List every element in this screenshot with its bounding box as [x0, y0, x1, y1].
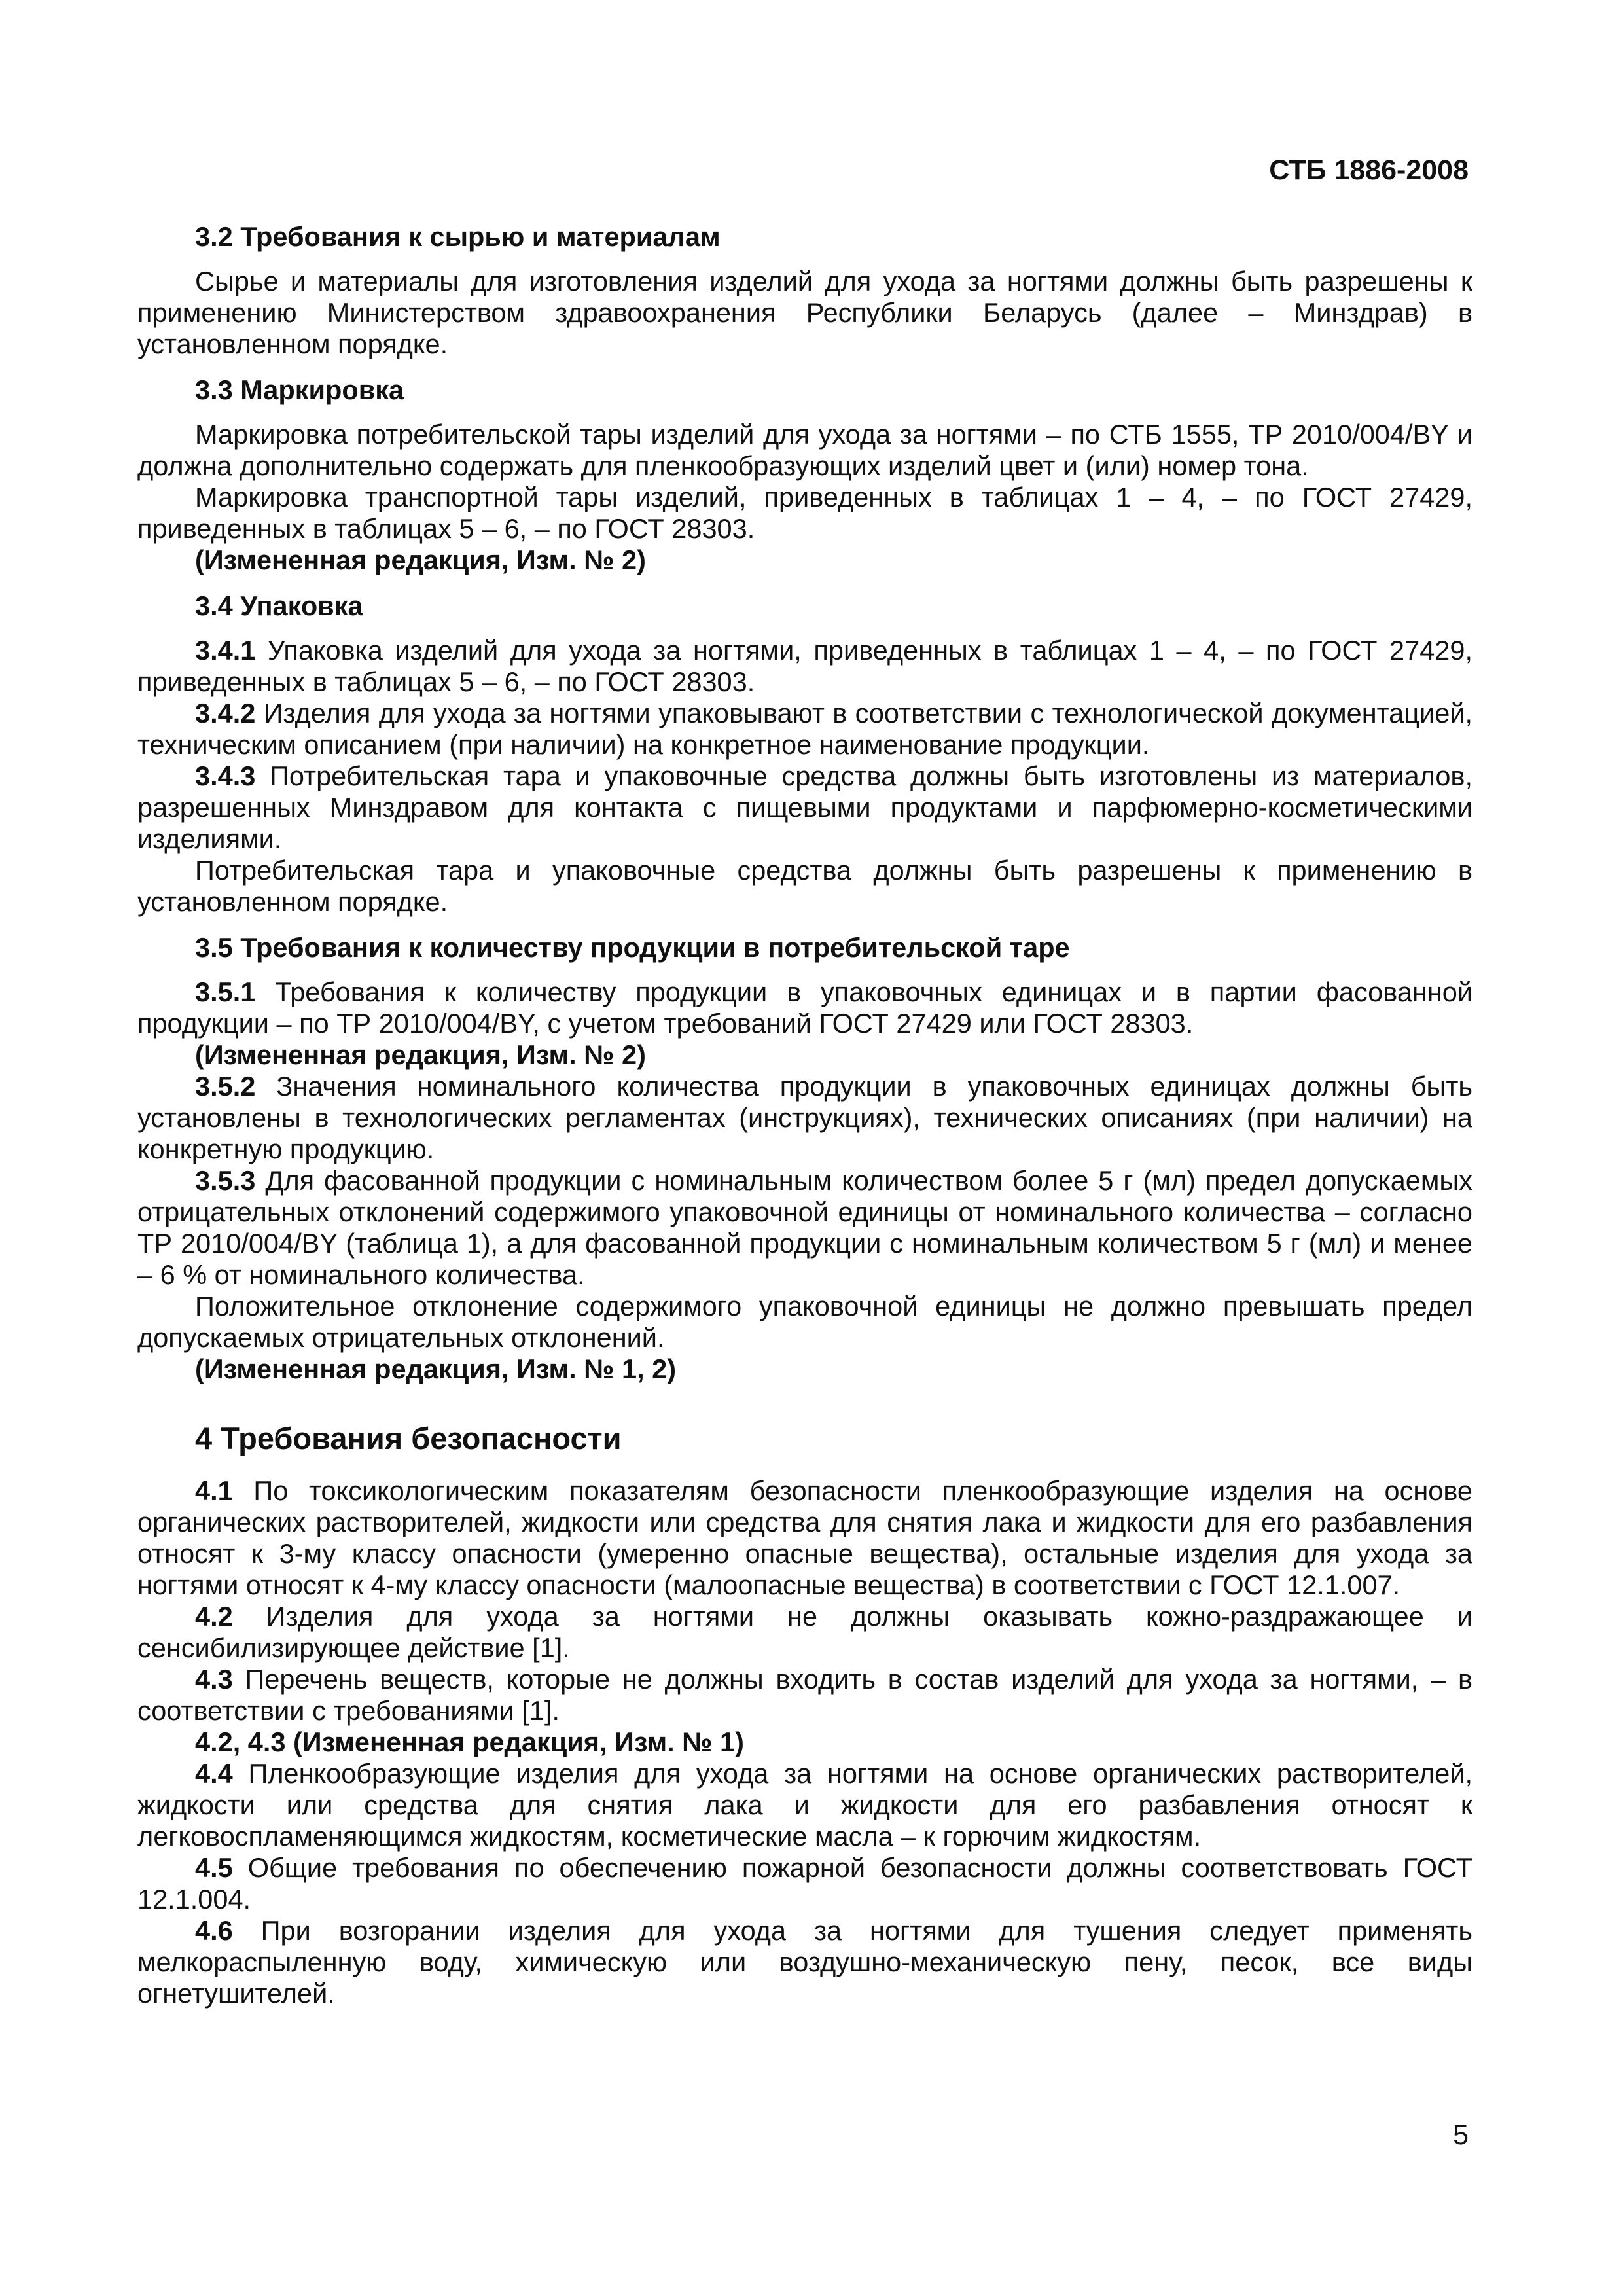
page-content: [137, 221, 1472, 2009]
clause-3-5-1: [137, 977, 1472, 1039]
section-3-5-amendment-note: (Измененная редакция, Изм. № 1, 2): [195, 1354, 677, 1384]
section-3-5-paragraph-4: Положительное отклонение содержимого упаковочной единицы не должно превышать предел допускаемых отрицательных отклонений.: [137, 1291, 1472, 1353]
section-4-heading: 4 Требования безопасности: [195, 1421, 622, 1456]
clause-number: 4.6: [195, 1915, 233, 1946]
clause-text: Общие требования по обеспечению пожарной безопасности должны соответствовать ГОСТ 12.1.004.: [137, 1852, 1472, 1914]
clause-text: При возгорании изделия для ухода за ногтями для тушения следует применять мелкораспыленную воду, химическую или воздушно-механическую пену, песок, все виды огнетушителей.: [137, 1915, 1472, 2009]
clause-number: 3.4.2: [195, 698, 256, 728]
clause-3-4-2: [137, 698, 1472, 761]
clause-number: 3.4.1: [195, 635, 256, 666]
clause-text: По токсикологическим показателям безопасности пленкообразующие изделия на основе органических растворителей, жидкости или средства для снятия лака и жидкости для его разбавления относят к 3-му классу опасности (умеренно опасные вещества), остальные изделия для ухода за ногтями относят к 4-му классу опасности (малоопасные вещества) в соответствии с ГОСТ 12.1.007.: [137, 1475, 1472, 1600]
clause-number: 3.4.3: [195, 761, 256, 791]
clause-number: 4.3: [195, 1664, 233, 1695]
page-number: 5: [1453, 2119, 1469, 2151]
clause-text: Для фасованной продукции с номинальным количеством более 5 г (мл) предел допускаемых отрицательных отклонений содержимого упаковочной единицы от номинального количества – согласно ТР 2010/004/BY (таблица 1), а для фасованной продукции с номинальным количеством 5 г (мл) и менее – 6 % от номинального количества.: [137, 1165, 1472, 1290]
clause-text: Изделия для ухода за ногтями упаковывают в соответствии с технологической документацией, техническим описанием (при наличии) на конкретное наименование продукции.: [137, 698, 1472, 760]
clause-3-4-3: [137, 761, 1472, 855]
clause-number: 4.5: [195, 1852, 233, 1883]
clause-text: Значения номинального количества продукции в упаковочных единицах должны быть установлены в технологических регламентах (инструкциях), технических описаниях (при наличии) на конкретную продукцию.: [137, 1071, 1472, 1164]
clause-text: Упаковка изделий для ухода за ногтями, приведенных в таблицах 1 – 4, – по ГОСТ 27429, приведенных в таблицах 5 – 6, – по ГОСТ 28303.: [137, 635, 1472, 697]
clause-4-6: [137, 1915, 1472, 2009]
section-3-3-paragraph-1: Маркировка потребительской тары изделий для ухода за ногтями – по СТБ 1555, ТР 2010/004/BY и должна дополнительно содержать для пленкообразующих изделий цвет и (или) номер тона.: [137, 419, 1472, 481]
clause-number: 4.1: [195, 1475, 233, 1506]
clause-4-4: [137, 1758, 1472, 1852]
section-3-5-heading: 3.5 Требования к количеству продукции в потребительской таре: [195, 932, 1070, 963]
clause-number: 4.4: [195, 1758, 233, 1789]
section-3-2-heading: 3.2 Требования к сырью и материалам: [195, 221, 721, 252]
clause-text: Потребительская тара и упаковочные средства должны быть изготовлены из материалов, разрешенных Минздравом для контакта с пищевыми продуктами и парфюмерно-косметическими изделиями.: [137, 761, 1472, 854]
section-3-4-paragraph-4: Потребительская тара и упаковочные средства должны быть разрешены к применению в установленном порядке.: [137, 855, 1472, 917]
clause-4-5: [137, 1852, 1472, 1915]
clause-4-1: [137, 1475, 1472, 1601]
clause-4-2: [137, 1601, 1472, 1664]
clause-number: 4.2: [195, 1601, 233, 1632]
clause-number: 3.5.2: [195, 1071, 256, 1102]
section-3-4-heading: 3.4 Упаковка: [195, 590, 363, 621]
section-3-3-heading: 3.3 Маркировка: [195, 374, 404, 405]
clause-text: Требования к количеству продукции в упаковочных единицах и в партии фасованной продукции – по ТР 2010/004/BY, с учетом требований ГОСТ 27429 или ГОСТ 28303.: [137, 977, 1472, 1039]
clause-number: 3.5.1: [195, 977, 256, 1007]
clause-number: 3.5.3: [195, 1165, 256, 1196]
clause-4-3: [137, 1664, 1472, 1727]
section-4-amendment-note: 4.2, 4.3 (Измененная редакция, Изм. № 1): [195, 1727, 744, 1757]
section-3-3-amendment-note: (Измененная редакция, Изм. № 2): [195, 545, 646, 575]
clause-3-5-1-amendment-note: (Измененная редакция, Изм. № 2): [195, 1039, 646, 1070]
clause-3-5-2: [137, 1071, 1472, 1165]
standard-code: СТБ 1886-2008: [1269, 154, 1469, 186]
section-3-2-paragraph: Сырье и материалы для изготовления изделий для ухода за ногтями должны быть разрешены к применению Министерством здравоохранения Республики Беларусь (далее – Минздрав) в установленном порядке.: [137, 266, 1472, 359]
clause-3-5-3: [137, 1165, 1472, 1291]
clause-text: Перечень веществ, которые не должны входить в состав изделий для ухода за ногтями, – в соответствии с требованиями [1].: [137, 1664, 1472, 1726]
clause-3-4-1: [137, 635, 1472, 698]
clause-text: Изделия для ухода за ногтями не должны оказывать кожно-раздражающее и сенсибилизирующее действие [1].: [137, 1601, 1472, 1663]
section-3-3-paragraph-2: Маркировка транспортной тары изделий, приведенных в таблицах 1 – 4, – по ГОСТ 27429, приведенных в таблицах 5 – 6, – по ГОСТ 28303.: [137, 482, 1472, 544]
clause-text: Пленкообразующие изделия для ухода за ногтями на основе органических растворителей, жидкости или средства для снятия лака и жидкости для его разбавления относят к легковоспламеняющимся жидкостям, косметические масла – к горючим жидкостям.: [137, 1758, 1472, 1852]
